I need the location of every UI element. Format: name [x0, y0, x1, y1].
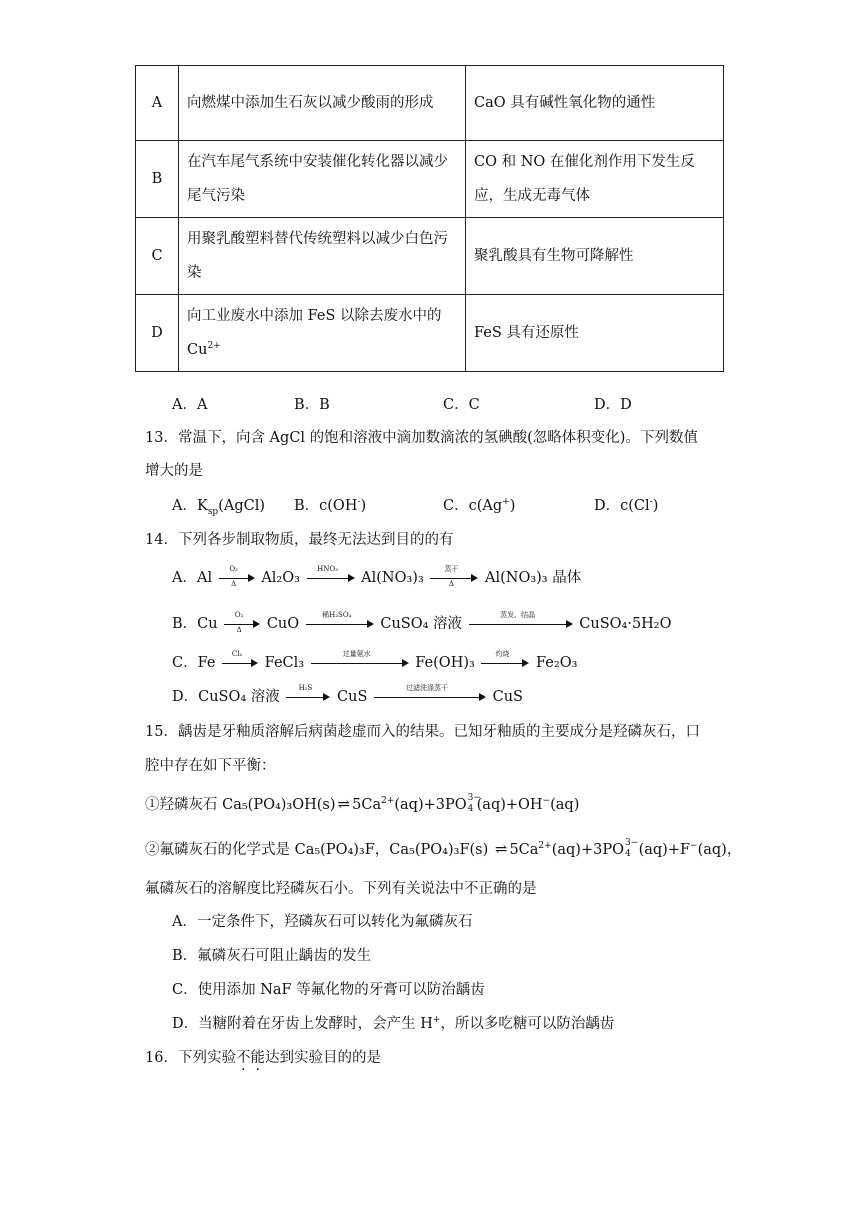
option-d[interactable]: D．D [594, 397, 632, 413]
reaction-arrow: H₂S [286, 690, 330, 704]
reaction-arrow: 稀H₂SO₄ [306, 617, 374, 631]
reaction-arrow: 过量氨水 [311, 656, 409, 670]
row-key: B [136, 141, 179, 218]
option-a[interactable]: A．Al $\frac{\text{O₂}}{\Delta}$ Al₂O₃ HNO₃ Al(NO₃)₃ 蒸干 Δ Al(NO₃)₃ 晶体 [172, 565, 582, 588]
row-reason: CaO 具有碱性氧化物的通性 [466, 66, 724, 141]
row-situation: 在汽车尾气系统中安装催化转化器以减少尾气污染 [179, 141, 466, 218]
q13-stem-line2: 增大的是 [145, 463, 203, 479]
table-row [136, 141, 724, 218]
row-situation: 用聚乳酸塑料替代传统塑料以减少白色污染 [179, 218, 466, 295]
reaction-arrow: $\frac{\text{O₂}}{\Delta}$ [224, 617, 260, 631]
option-c[interactable]: C．C [443, 397, 480, 413]
table-row [136, 295, 724, 372]
row-key: C [136, 218, 179, 295]
q16-stem: 16．下列实验不能达到实验目的的是 [145, 1050, 381, 1066]
q14-stem: 14．下列各步制取物质，最终无法达到目的的有 [145, 532, 454, 548]
q15-stem-line1: 15．龋齿是牙釉质溶解后病菌趁虚而入的结果。已知牙釉质的主要成分是羟磷灰石，口 [145, 724, 700, 740]
option-d[interactable]: D．c(Cl-) [594, 497, 659, 514]
option-b[interactable]: B．Cu $\frac{\text{O₂}}{\Delta}$ CuO 稀H₂SO₄ CuSO₄ 溶液 蒸发、结晶 CuSO₄·5H₂O [172, 611, 672, 634]
reaction-arrow: 过滤洗涤蒸干 [374, 690, 486, 704]
q15-equilibrium-2: ②氟磷灰石的化学式是 Ca₅(PO₄)₃F，Ca₅(PO₄)₃F(s) ⇌ $5Ca^{2+}(aq)+3PO$ 3− 4 (aq)+F−(aq)， [145, 838, 742, 859]
q12-table [135, 65, 724, 372]
row-key: D [136, 295, 179, 372]
option-a[interactable]: A．A [172, 397, 208, 413]
reaction-arrow: HNO₃ [307, 571, 355, 585]
table-row [136, 66, 724, 141]
option-d[interactable]: D．CuSO₄ 溶液 H₂S CuS 过滤洗涤蒸干 CuS [172, 684, 523, 705]
option-b[interactable]: B．氟磷灰石可阻止龋齿的发生 [172, 948, 372, 964]
reaction-arrow: Cl₂ [222, 656, 258, 670]
q15-stem-line3: 氟磷灰石的溶解度比羟磷灰石小。下列有关说法中不正确的是 [145, 881, 537, 897]
option-c[interactable]: C．使用添加 NaF 等氟化物的牙膏可以防治龋齿 [172, 982, 485, 998]
q15-stem-line2: 腔中存在如下平衡： [145, 758, 276, 774]
option-c[interactable]: C．Fe Cl₂ FeCl₃ 过量氨水 Fe(OH)₃ 灼烧 Fe₂O₃ [172, 650, 578, 671]
option-b[interactable]: B．B [294, 397, 330, 413]
q13-stem-line1: 13．常温下，向含 AgCl 的饱和溶液中滴加数滴浓的氢碘酸(忽略体积变化)。下列数值 [145, 430, 698, 446]
table-row [136, 218, 724, 295]
reaction-arrow: 蒸发、结晶 [469, 617, 573, 631]
q15-equilibrium-1: ①羟磷灰石 Ca₅(PO₄)₃OH(s) ⇌ $5Ca^{2+}(aq)+3PO$ 3− 4 (aq)+OH−(aq) [145, 793, 580, 814]
row-reason: FeS 具有还原性 [466, 295, 724, 372]
row-situation: 向工业废水中添加 FeS 以除去废水中的$Cu^{2+}$ [179, 295, 466, 372]
option-c[interactable]: C．c(Ag+) [443, 497, 516, 514]
reaction-arrow: 蒸干 Δ [430, 571, 478, 585]
row-situation: 向燃煤中添加生石灰以减少酸雨的形成 [179, 66, 466, 141]
option-a[interactable]: A．一定条件下，羟磷灰石可以转化为氟磷灰石 [172, 914, 473, 930]
reaction-arrow: 灼烧 [481, 656, 529, 670]
option-d[interactable]: D．当糖附着在牙齿上发酵时，会产生 H+，所以多吃糖可以防治龋齿 [172, 1015, 615, 1032]
option-a[interactable]: A．$K_{sp}(AgCl)$ [172, 498, 266, 517]
option-b[interactable]: B．c(OH-) [294, 497, 367, 514]
reaction-arrow: $\frac{\text{O₂}}{\Delta}$ [219, 571, 255, 585]
row-key: A [136, 66, 179, 141]
row-reason: 聚乳酸具有生物可降解性 [466, 218, 724, 295]
row-reason: CO 和 NO 在催化剂作用下发生反应，生成无毒气体 [466, 141, 724, 218]
